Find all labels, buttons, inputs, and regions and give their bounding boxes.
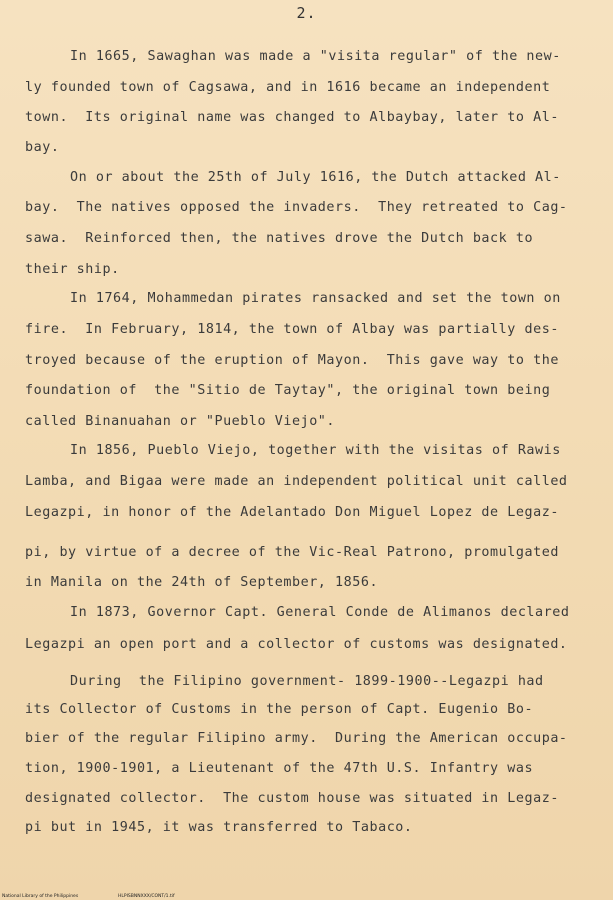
text-line: their ship.: [25, 262, 120, 277]
text-line: Legazpi an open port and a collector of customs was designated.: [25, 637, 568, 652]
footer-file: HLPISBNNXXX/CONT/1.tif: [118, 894, 175, 899]
text-line: Lamba, and Bigaa were made an independent political unit called: [25, 474, 568, 489]
text-line: in Manila on the 24th of September, 1856.: [25, 575, 379, 590]
text-line: On or about the 25th of July 1616, the Dutch attacked Al-: [70, 170, 561, 185]
text-line: town. Its original name was changed to Albaybay, later to Al-: [25, 110, 559, 125]
text-line: its Collector of Customs in the person of Capt. Eugenio Bo-: [25, 702, 534, 717]
text-line: bay. The natives opposed the invaders. They retreated to Cag-: [25, 200, 568, 215]
text-line: In 1873, Governor Capt. General Conde de Alimanos declared: [70, 605, 570, 620]
text-line: pi but in 1945, it was transferred to Tabaco.: [25, 820, 413, 835]
text-line: In 1764, Mohammedan pirates ransacked and set the town on: [70, 291, 561, 306]
text-line: Legazpi, in honor of the Adelantado Don Miguel Lopez de Legaz-: [25, 505, 559, 520]
text-line: called Binanuahan or "Pueblo Viejo".: [25, 414, 336, 429]
text-line: In 1856, Pueblo Viejo, together with the visitas of Rawis: [70, 443, 561, 458]
text-line: bay.: [25, 140, 60, 155]
text-line: pi, by virtue of a decree of the Vic-Real Patrono, promulgated: [25, 545, 559, 560]
text-line: fire. In February, 1814, the town of Albay was partially des-: [25, 322, 559, 337]
page-number: 2.: [296, 4, 317, 22]
text-line: bier of the regular Filipino army. During the American occupa-: [25, 731, 568, 746]
text-line: During the Filipino government- 1899-1900--Legazpi had: [70, 674, 544, 689]
text-line: tion, 1900-1901, a Lieutenant of the 47th U.S. Infantry was: [25, 761, 534, 776]
footer-library: National Library of the Philippines: [2, 894, 79, 899]
text-line: foundation of the "Sitio de Taytay", the original town being: [25, 383, 551, 398]
text-line: In 1665, Sawaghan was made a "visita regular" of the new-: [70, 49, 561, 64]
text-line: sawa. Reinforced then, the natives drove the Dutch back to: [25, 231, 534, 246]
text-line: designated collector. The custom house was situated in Legaz-: [25, 791, 559, 806]
text-line: ly founded town of Cagsawa, and in 1616 became an independent: [25, 80, 551, 95]
text-line: troyed because of the eruption of Mayon. This gave way to the: [25, 353, 559, 368]
